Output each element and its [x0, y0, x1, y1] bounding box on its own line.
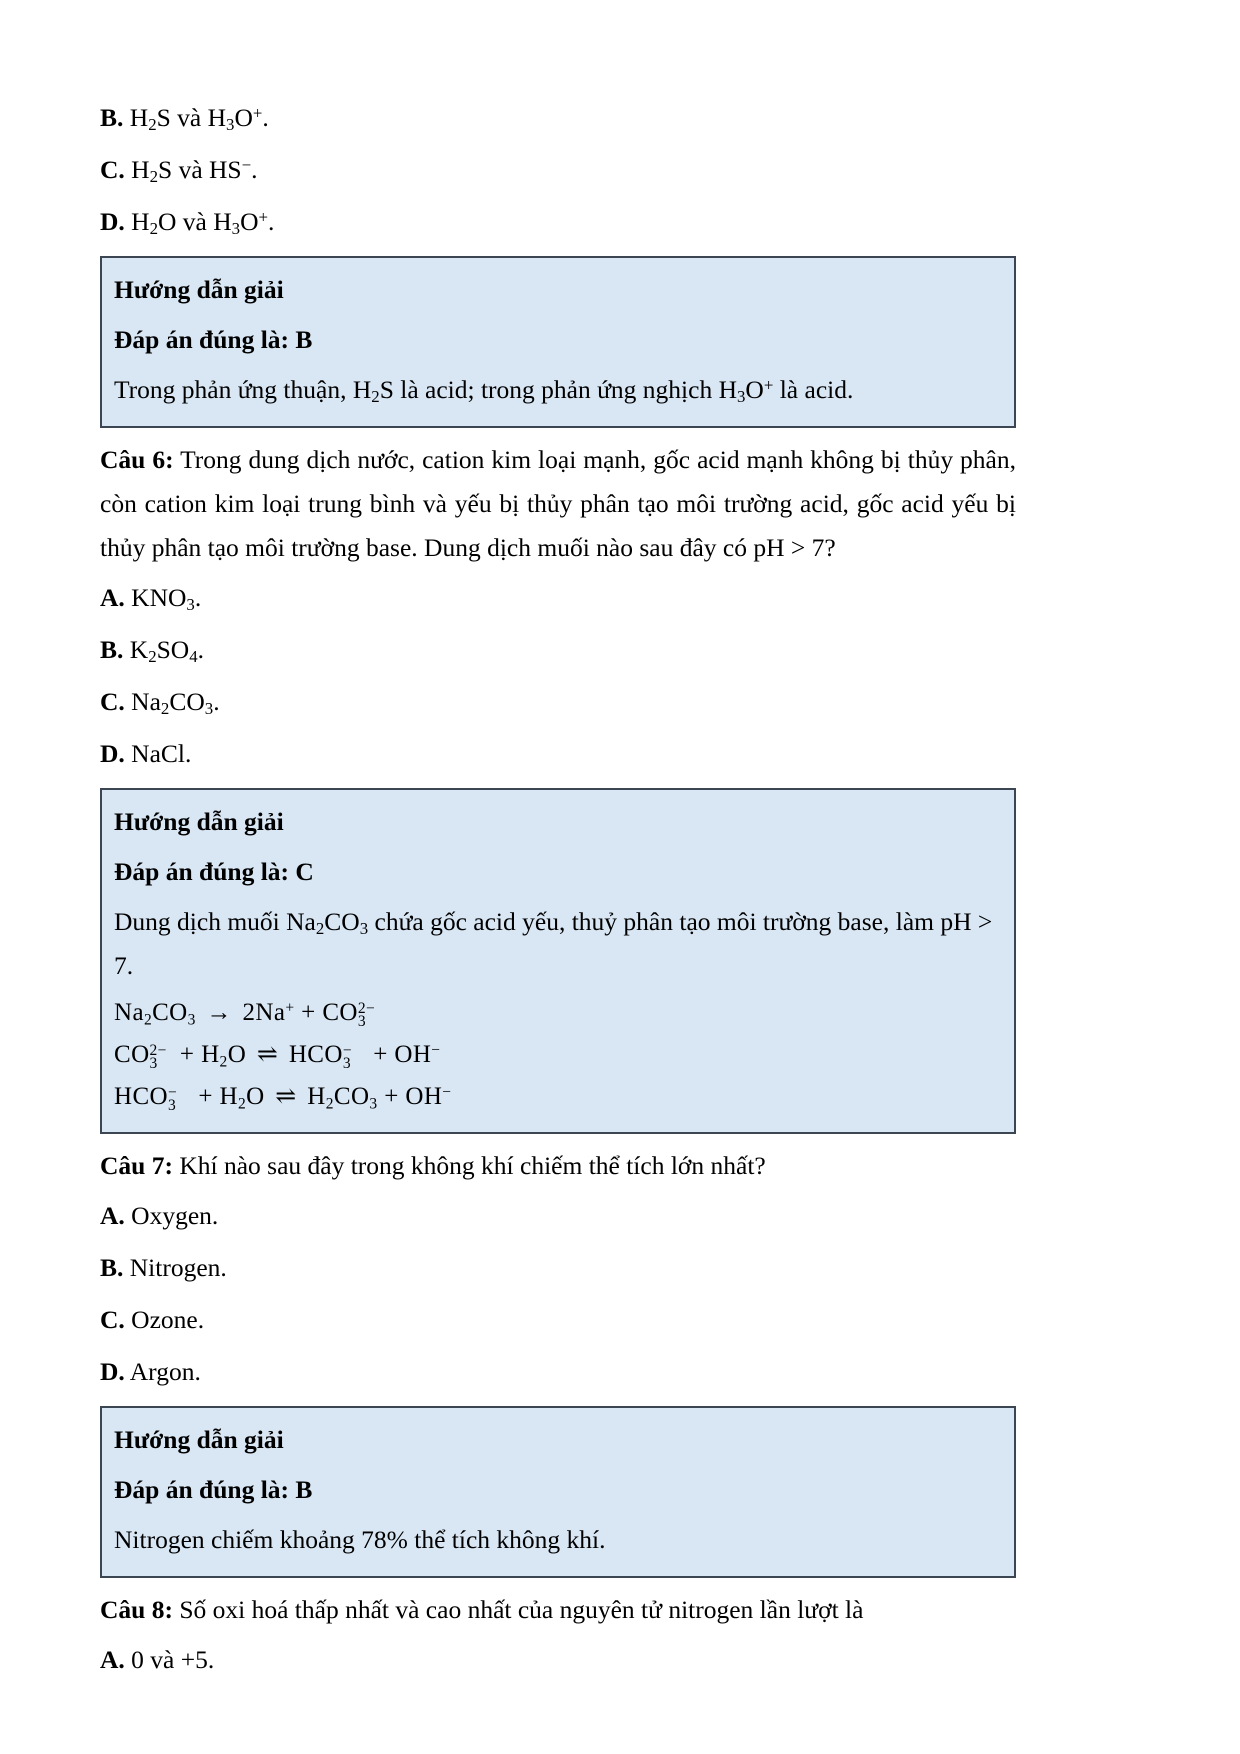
option-text: Argon.	[129, 1357, 201, 1386]
explanation-body: Trong phản ứng thuận, $H_2S$ là acid; trong phản ứng nghịch $H_3O^+$ là acid.	[114, 375, 854, 407]
option-text: Ozone.	[131, 1305, 205, 1334]
option-d-top	[100, 196, 1016, 248]
explanation-body: Nitrogen chiếm khoảng 78% thể tích không khí.	[114, 1525, 606, 1554]
option-text: $H_2S$ và HS−.	[131, 155, 258, 187]
question-number: Câu 7:	[100, 1151, 173, 1180]
question-text: Khí nào sau đây trong không khí chiếm thể tích lớn nhất?	[179, 1151, 766, 1180]
option-label: B.	[100, 103, 124, 132]
equation-line-1: $Na_2CO_3 \to 2Na^+$ + CO 2− 3	[114, 999, 376, 1031]
option-label: A.	[100, 1645, 125, 1674]
explanation-box-1	[100, 256, 1016, 428]
question-number: Câu 6:	[100, 445, 174, 474]
option-text: Oxygen.	[131, 1201, 219, 1230]
question-6	[100, 434, 1016, 572]
option-label: C.	[100, 155, 125, 184]
option-c-top	[100, 144, 1016, 196]
explanation-title: Hướng dẫn giải	[114, 807, 284, 836]
explanation-title: Hướng dẫn giải	[114, 1425, 284, 1454]
option-label: D.	[100, 739, 125, 768]
equation-line-2: CO 2− 3 + $H_2O$ ⇌ HCO − 3 + OH−	[114, 1041, 441, 1073]
q6-option-a	[100, 572, 1016, 624]
q8-option-a	[100, 1634, 1016, 1686]
q6-option-b	[100, 624, 1016, 676]
option-text: 0 và +5.	[131, 1645, 215, 1674]
option-text: $KNO_3$.	[131, 583, 202, 615]
option-label: A.	[100, 583, 125, 612]
option-label: C.	[100, 687, 125, 716]
explanation-answer: Đáp án đúng là: B	[114, 1475, 313, 1504]
equation-block	[114, 988, 1002, 1118]
q6-option-c	[100, 676, 1016, 728]
explanation-answer: Đáp án đúng là: C	[114, 857, 314, 886]
question-text: Số oxi hoá thấp nhất và cao nhất của nguyên tử nitrogen lần lượt là	[179, 1595, 864, 1624]
question-7	[100, 1140, 1016, 1190]
q7-option-d	[100, 1346, 1016, 1398]
q7-option-b	[100, 1242, 1016, 1294]
q7-option-a	[100, 1190, 1016, 1242]
q6-option-d	[100, 728, 1016, 780]
q7-option-c	[100, 1294, 1016, 1346]
option-label: D.	[100, 1357, 125, 1386]
option-label: B.	[100, 635, 124, 664]
option-label: A.	[100, 1201, 125, 1230]
equation-line-3: HCO − 3 + $H_2O$ ⇌ $H_2CO_3 + OH^-$	[114, 1083, 452, 1115]
option-text: NaCl.	[131, 739, 192, 768]
explanation-body: Dung dịch muối $Na_2CO_3$ chứa gốc acid yếu, thuỷ phân tạo môi trường base, làm pH > 7.	[114, 907, 993, 980]
option-text: $H_2S$ và $H_3O^+$.	[129, 103, 269, 135]
explanation-title: Hướng dẫn giải	[114, 275, 284, 304]
option-b-top	[100, 92, 1016, 144]
explanation-answer: Đáp án đúng là: B	[114, 325, 313, 354]
option-text: $Na_2CO_3$.	[131, 687, 220, 719]
question-number: Câu 8:	[100, 1595, 173, 1624]
page-content	[100, 92, 1016, 1686]
question-8	[100, 1584, 1016, 1634]
explanation-box-3	[100, 1406, 1016, 1578]
option-label: D.	[100, 207, 125, 236]
option-label: B.	[100, 1253, 124, 1282]
explanation-box-2	[100, 788, 1016, 1134]
option-text: Nitrogen.	[129, 1253, 227, 1282]
question-text: Trong dung dịch nước, cation kim loại mạnh, gốc acid mạnh không bị thủy phân, còn cation kim loại trung bình và yếu bị thủy phân tạo môi trường acid, gốc acid yếu bị thủy phân tạo môi trường base. Dung dịch muối nào sau đây có pH > 7?	[100, 445, 1016, 562]
option-label: C.	[100, 1305, 125, 1334]
option-text: $K_2SO_4$.	[129, 635, 205, 667]
option-text: $H_2O$ và $H_3O^+$.	[131, 207, 275, 239]
